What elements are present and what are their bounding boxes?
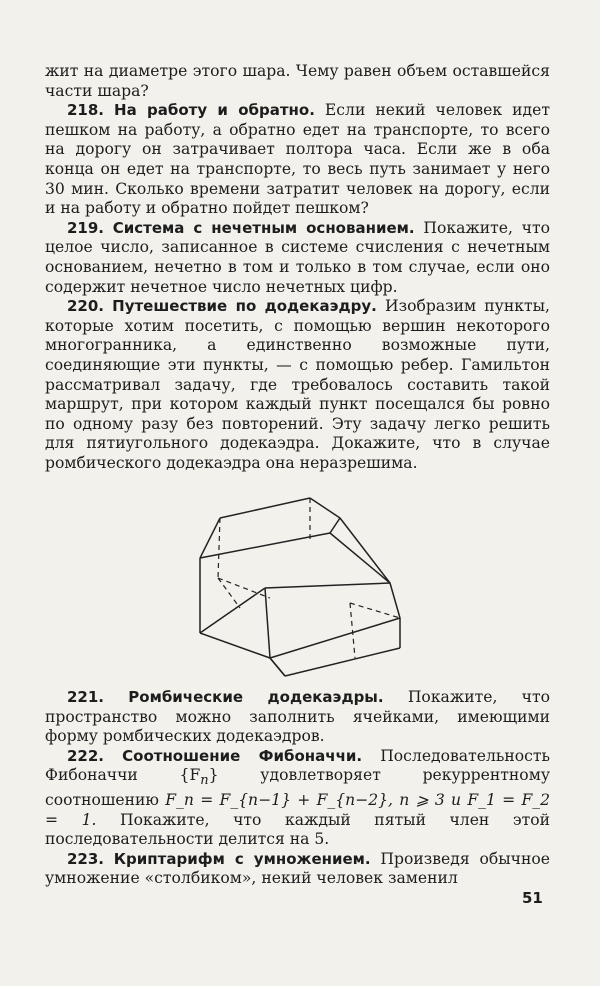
edge [200,518,220,558]
problem-222-number: 222. [67,746,105,765]
edge [340,518,390,583]
edge [390,583,400,618]
edge [285,648,400,676]
edge [270,658,285,676]
problem-221 [45,688,550,747]
edge [200,633,270,658]
problem-220-body: Изобразим пункты, которые хотим посетить, с помощью вершин некоторого многогранника, а единственно возможные пути, соединяющие эти пункты, — с помощью ребер. Гамильтон рассматривал задачу, где требовалось составить такой маршрут, при котором каждый пункт посещался бы ровно по одному разу без повторений. Эту задачу легко решить для пятиугольного додекаэдра. Докажите, что в случае ромбического додекаэдра она неразрешима. [45,297,550,472]
edge [330,533,390,583]
continuation-paragraph: жит на диаметре этого шара. Чему равен объем оставшейся части шара? [45,62,550,100]
edge [330,518,340,533]
problem-218-body: Если некий человек идет пешком на работу, а обратно едет на транспорте, то всего на дорогу он затрачивает полтора часа. Если же в оба конца он едет на транспорте, то весь путь занимает у него 30 мин. Сколько времени затратит человек на дорогу, если и на работу и обратно пойдет пешком? [45,101,550,218]
problem-218-number: 218. [67,101,105,120]
problem-221-title: Ромбические додекаэдры. [128,688,384,706]
hidden-edge [350,603,400,618]
problem-223-body: Произведя обычное умножение «столбиком», некий человек заменил [45,849,550,888]
edge [200,588,265,633]
problem-222 [45,747,550,850]
problem-222-body-b: } удовлетворяет рекуррентному соотношению [45,766,550,810]
problem-222-body-c: Покажите, что каждый пятый член этой последовательности делится на 5. [45,810,550,849]
problem-222-subscript: n [200,773,209,789]
lower-text [45,688,550,889]
problem-222-body-a: Последовательность Фибоначчи {F [45,746,550,785]
rhombic-dodecahedron-figure [190,488,430,688]
problem-218 [45,101,550,219]
dodecahedron-drawing [190,488,430,688]
problem-220-title: Путешествие по додекаэдру. [112,297,377,316]
problem-221-body: Покажите, что пространство можно заполнить ячейками, имеющими форму ромбических додекаэдров. [45,688,550,746]
fibonacci-formula: F_n = F_{n−1} + F_{n−2}, n ⩾ 3 и F_1 = F_2 = 1. [45,791,550,829]
problem-220-number: 220. [67,297,105,316]
page-number: 51 [522,889,543,907]
hidden-edge [350,603,355,658]
problem-219 [45,219,550,297]
edge [310,498,340,518]
problem-219-body: Покажите, что целое число, записанное в системе счисления с нечетным основанием, нечетно в том и только в том случае, если оно содержит нечетное число нечетных цифр. [45,218,550,296]
problem-223 [45,850,550,889]
edge [265,588,270,658]
problem-219-number: 219. [67,218,105,237]
problem-219-title: Система с нечетным основанием. [112,218,415,237]
upper-text [45,62,550,473]
edge [265,583,390,588]
problem-220 [45,297,550,473]
problem-223-title: Криптарифм с умножением. [113,849,371,868]
problem-218-title: На работу и обратно. [114,101,315,120]
problem-221-number: 221. [67,688,105,706]
hidden-edge [218,518,220,578]
edge [220,498,310,518]
problem-223-number: 223. [67,849,105,868]
problem-222-title: Соотношение Фибоначчи. [122,746,363,765]
